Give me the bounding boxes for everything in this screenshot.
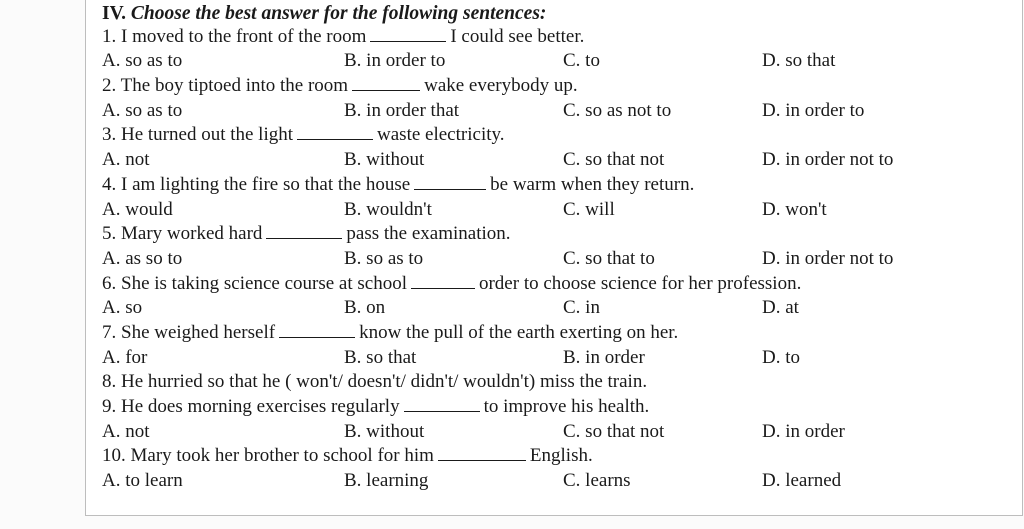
question-6-text-after: order to choose science for her profession. [478, 272, 802, 294]
question-3 [102, 123, 1002, 148]
question-2-blank [352, 76, 420, 91]
question-7-text-before: 7. She weighed herself [102, 321, 276, 343]
question-9-blank [404, 397, 480, 412]
question-8-text: 8. He hurried so that he ( won't/ doesn't/ didn't/ wouldn't) miss the train. [102, 371, 648, 393]
option-c: B. in order [563, 346, 645, 368]
question-2-text-before: 2. The boy tiptoed into the room [102, 75, 349, 97]
question-8 [102, 370, 1002, 395]
question-6-text-before: 6. She is taking science course at school [102, 272, 407, 294]
question-1-options [102, 49, 1002, 74]
question-3-options [102, 148, 1002, 173]
question-4-text-after: be warm when they return. [490, 173, 695, 195]
question-10-text-before: 10. Mary took her brother to school for him [102, 445, 434, 467]
option-a: A. so [102, 297, 143, 319]
option-d: D. in order to [762, 99, 865, 121]
option-a: A. not [102, 420, 150, 442]
option-a: A. so as to [102, 50, 183, 72]
option-b: B. in order to [344, 50, 446, 72]
option-c: C. to [563, 50, 600, 72]
option-c: C. learns [563, 470, 631, 492]
question-3-text-before: 3. He turned out the light [102, 124, 294, 146]
question-1-text-after: I could see better. [450, 25, 585, 47]
option-d: D. won't [762, 198, 827, 220]
question-9 [102, 395, 1002, 420]
question-5 [102, 222, 1002, 247]
option-c: C. so that not [563, 149, 665, 171]
question-9-text-before: 9. He does morning exercises regularly [102, 396, 400, 417]
option-d: D. so that [762, 50, 836, 72]
option-a: A. as so to [102, 247, 183, 269]
option-a: A. to learn [102, 470, 183, 492]
question-4-blank [414, 175, 486, 190]
question-7-text-after: know the pull of the earth exerting on her. [359, 321, 679, 343]
option-d: D. at [762, 297, 799, 319]
question-4-options [102, 198, 1002, 223]
question-7-blank [279, 323, 355, 338]
option-d: D. in order [762, 420, 845, 442]
question-10-text-after: English. [529, 445, 593, 467]
option-c: C. in [563, 297, 600, 319]
question-5-text-after: pass the examination. [346, 223, 511, 245]
option-b: B. learning [344, 470, 429, 492]
option-b: B. on [344, 297, 386, 319]
question-2-options [102, 99, 1002, 124]
question-6-blank [411, 274, 475, 289]
option-d: D. learned [762, 470, 842, 492]
exercise-heading [102, 2, 1002, 27]
question-2 [102, 74, 1002, 99]
option-c: C. so as not to [563, 99, 672, 121]
option-d: D. in order not to [762, 247, 894, 269]
option-a: A. so as to [102, 99, 183, 121]
option-d: D. to [762, 346, 800, 368]
option-b: B. so as to [344, 247, 424, 269]
question-7 [102, 321, 1002, 346]
exercise-sheet [102, 0, 1002, 494]
question-6 [102, 272, 1002, 297]
question-6-options [102, 296, 1002, 321]
option-a: A. not [102, 149, 150, 171]
option-b: B. so that [344, 346, 417, 368]
option-b: B. in order that [344, 99, 460, 121]
question-9-options [102, 420, 1002, 445]
option-c: C. so that not [563, 420, 665, 442]
option-a: A. would [102, 198, 173, 220]
option-b: B. without [344, 149, 425, 171]
question-10-options [102, 469, 1002, 494]
question-3-blank [297, 125, 373, 140]
question-1-text-before: 1. I moved to the front of the room [102, 25, 367, 47]
question-10-blank [438, 446, 526, 461]
question-5-text-before: 5. Mary worked hard [102, 223, 263, 245]
exercise-title: Choose the best answer for the following sentences: [130, 3, 547, 24]
option-c: C. will [563, 198, 615, 220]
question-4 [102, 173, 1002, 198]
question-4-text-before: 4. I am lighting the fire so that the house [102, 173, 411, 195]
question-5-options [102, 247, 1002, 272]
option-d: D. in order not to [762, 149, 894, 171]
option-b: B. without [344, 420, 425, 442]
question-3-text-after: waste electricity. [377, 124, 505, 146]
question-7-options [102, 346, 1002, 371]
option-b: B. wouldn't [344, 198, 432, 220]
option-a: A. for [102, 346, 148, 368]
question-1 [102, 25, 1002, 50]
exercise-number: IV. [102, 3, 127, 24]
question-1-blank [370, 27, 446, 42]
question-10 [102, 444, 1002, 469]
question-5-blank [266, 224, 342, 239]
question-2-text-after: wake everybody up. [424, 75, 578, 97]
question-9-text-after: to improve his health. [483, 396, 650, 417]
option-c: C. so that to [563, 247, 655, 269]
